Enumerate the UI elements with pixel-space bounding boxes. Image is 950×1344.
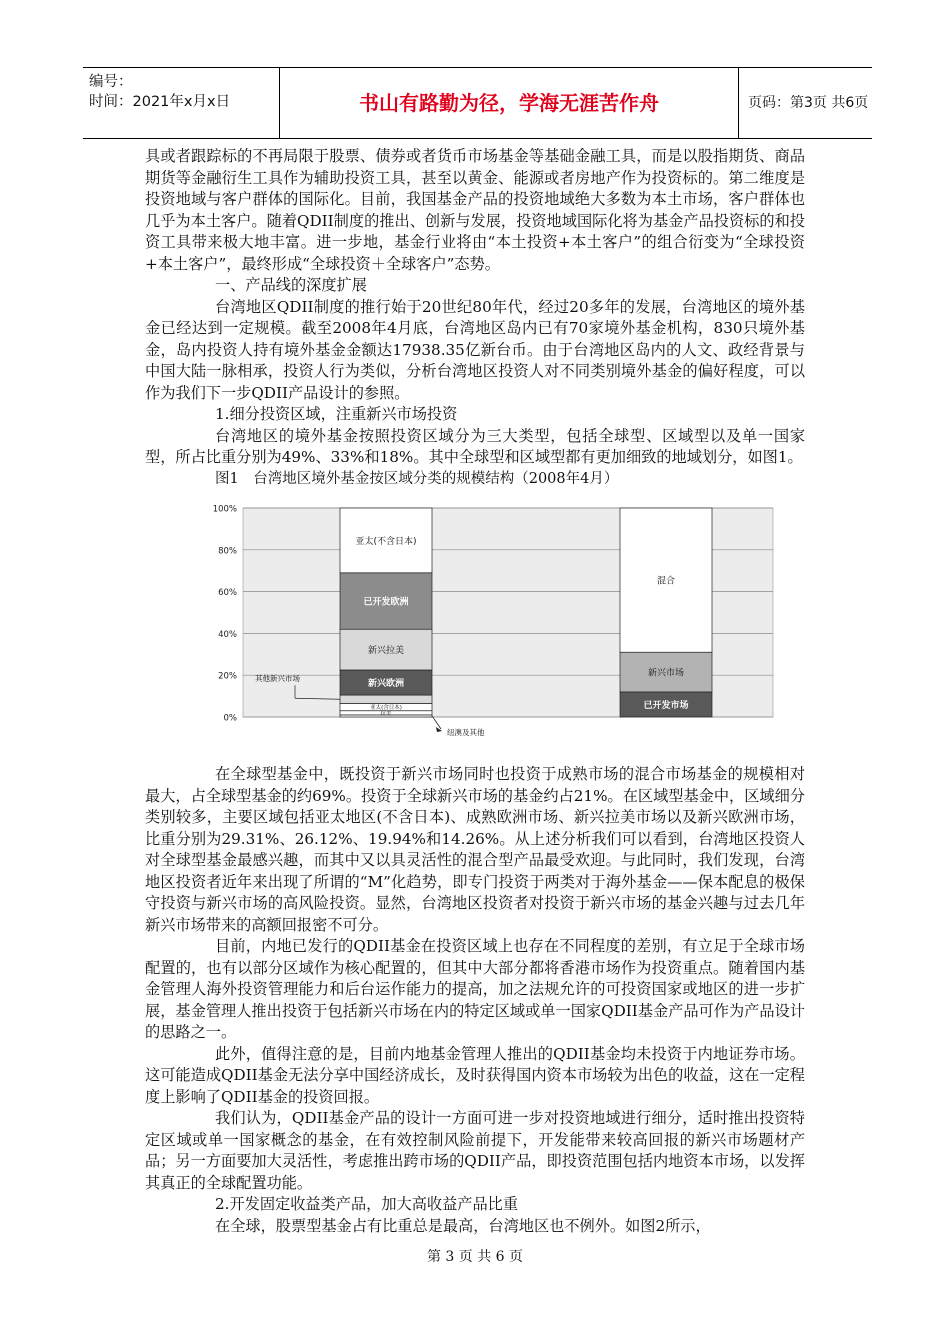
y-tick-label: 100% [212, 504, 237, 515]
segment-label: 亚太(不含日本) [355, 536, 417, 547]
page-header [83, 67, 872, 139]
paragraph: 我们认为，QDII基金产品的设计一方面可进一步对投资地域进行细分，适时推出投资特定区域或单一国家概念的基金，在有效控制风险前提下，开发能带来较高回报的新兴市场题材产品；另一方面要加大灵活性，考虑推出跨市场的QDII产品，即投资范围包括内地资本市场，以发挥其真正的全球配置功能。 [145, 1109, 805, 1192]
header-meta [83, 68, 279, 138]
paragraph: 在全球，股票型基金占有比重总是最高，台湾地区也不例外。如图2所示， [215, 1216, 711, 1235]
stacked-bar-chart [145, 496, 805, 741]
document-time-label: 时间：2021年x月x日 [89, 94, 231, 110]
segment-label: 已开发欧洲 [363, 597, 409, 608]
y-tick-label: 80% [218, 546, 237, 557]
document-number-label: 编号： [89, 74, 133, 90]
header-motto: 书山有路勤为径，学海无涯苦作舟 [279, 68, 739, 138]
paragraph: 此外，值得注意的是，目前内地基金管理人推出的QDII基金均未投资于内地证券市场。这可能造成QDII基金无法分享中国经济成长，及时获得国内资本市场较为出色的收益，这在一定程度上影响了QDII基金的投资回报。 [145, 1044, 805, 1106]
paragraph: 在全球型基金中，既投资于新兴市场同时也投资于成熟市场的混合市场基金的规模相对最大，占全球型基金的约69%。投资于全球新兴市场的基金约占21%。在区域型基金中，区域细分类别较多，主要区域包括亚太地区(不含日本)、成熟欧洲市场、新兴拉美市场以及新兴欧洲市场，比重分别为29.31%、26.12%、19.94%和14.26%。从上述分析我们可以看到，台湾地区投资人对全球型基金最感兴趣，而其中又以具灵活性的混合型产品最受欢迎。与此同时，我们发现，台湾地区投资者近年来出现了所谓的“M”化趋势，即专门投资于两类对于海外基金——保本配息的极保守投资与新兴市场的高风险投资。显然，台湾地区投资者对投资于新兴市场的基金兴趣与过去几年新兴市场带来的高额回报密不可分。 [145, 765, 805, 934]
segment-label: 拉美 [380, 710, 392, 717]
y-tick-label: 60% [218, 588, 237, 599]
subsection-heading: 1.细分投资区域，注重新兴市场投资 [215, 405, 458, 423]
section-heading: 一、产品线的深度扩展 [215, 276, 367, 294]
callout-label: 纽澳及其他 [447, 728, 485, 737]
page-footer: 第 3 页 共 6 页 [426, 1249, 524, 1265]
y-tick-label: 40% [218, 629, 237, 640]
segment-label: 已开发市场 [643, 700, 689, 711]
callout-arrowhead [436, 727, 442, 732]
paragraph: 台湾地区QDII制度的推行始于20世纪80年代，经过20多年的发展，台湾地区的境外基金已经达到一定规模。截至2008年4月底，台湾地区岛内已有70家境外基金机构，830只境外基金，岛内投资人持有境外基金金额达17938.35亿新台币。由于台湾地区岛内的人文、政经背景与中国大陆一脉相承，投资人行为类似，分析台湾地区投资人对不同类别境外基金的偏好程度，可以作为我们下一步QDII产品设计的参照。 [145, 297, 805, 402]
header-page-number: 页码：第3页 共6页 [748, 95, 869, 111]
segment-label: 亚太(含日本) [370, 705, 402, 712]
document-body-continued [145, 764, 805, 1237]
paragraph: 具或者跟踪标的不再局限于股票、债券或者货币市场基金等基础金融工具，而是以股指期货、商品期货等金融衍生工具作为辅助投资工具，甚至以黄金、能源或者房地产作为投资标的。第二维度是投资地域与客户群体的国际化。目前，我国基金产品的投资地域绝大多数为本土市场，客户群体也几乎为本土客户。随着QDII制度的推出、创新与发展，投资地域国际化将为基金产品投资标的和投资工具带来极大地丰富。进一步地，基金行业将由“本土投资+本土客户”的组合衍变为“全球投资+本土客户”，最终形成“全球投资＋全球客户”态势。 [145, 147, 805, 273]
subsection-heading: 2.开发固定收益类产品，加大高收益产品比重 [215, 1195, 519, 1213]
segment-label: 混合 [656, 576, 676, 587]
paragraph: 目前，内地已发行的QDII基金在投资区域上也存在不同程度的差别，有立足于全球市场配置的，也有以部分区域作为核心配置的，但其中大部分都将香港市场作为投资重点。随着国内基金管理人海外投资管理能力和后台运作能力的提高，加之法规允许的可投资国家或地区的进一步扩展，基金管理人推出投资于包括新兴市场在内的特定区域或单一国家QDII基金产品可作为产品设计的思路之一。 [145, 937, 805, 1041]
paragraph: 台湾地区的境外基金按照投资区域分为三大类型，包括全球型、区域型以及单一国家型，所占比重分别为49%、33%和18%。其中全球型和区域型都有更加细致的地域划分，如图1。 [145, 426, 805, 466]
document-body [145, 146, 805, 747]
segment-label: 新兴市场 [647, 668, 685, 679]
segment-label: 新兴欧洲 [367, 678, 405, 689]
figure-caption: 图1 台湾地区境外基金按区域分类的规模结构（2008年4月） [215, 470, 619, 487]
callout-line [432, 716, 441, 729]
y-tick-label: 20% [218, 671, 237, 682]
segment-label: 新兴拉美 [367, 646, 405, 657]
y-tick-label: 0% [223, 713, 237, 724]
bar-segment [340, 695, 432, 703]
figure-1 [145, 496, 805, 741]
callout-label: 其他新兴市场 [255, 674, 300, 684]
